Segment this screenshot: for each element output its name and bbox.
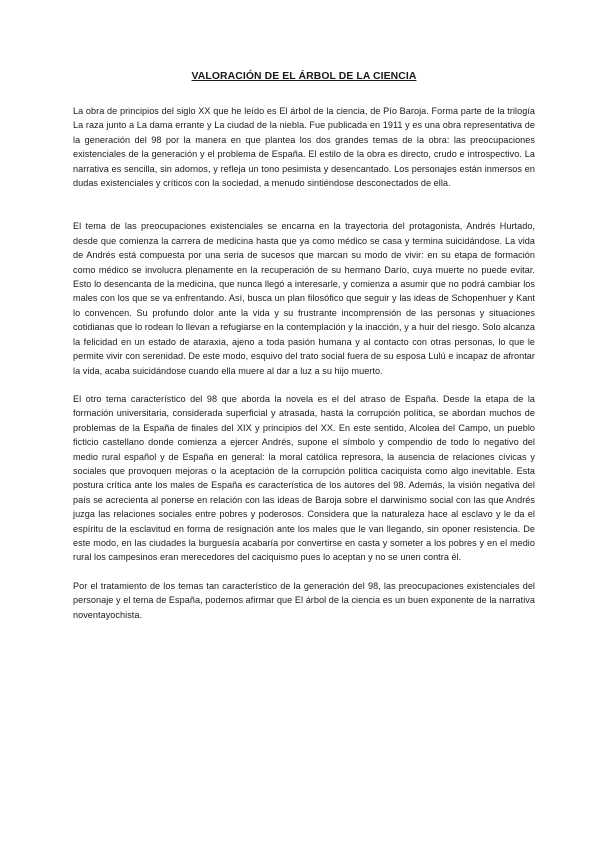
paragraph-introduction: La obra de principios del siglo XX que he leído es El árbol de la ciencia, de Pío Baroja. Forma parte de la trilogía La raza junto a La dama errante y La ciudad de la niebla. Fue publicada en 1911 y es una obra representativa de la generación del 98 por la manera en que plantea los dos grandes temas de la obra: las preocupaciones existenciales de la generación y el problema de España. El estilo de la obra es directo, crudo e introspectivo. La narrativa es sencilla, sin adornos, y refleja un tono pesimista y desencantado. Los personajes están inmersos en dudas existenciales y críticos con la sociedad, a menudo sintiéndose desconectados de ella. <box>73 106 535 189</box>
paragraph-existential-theme: El tema de las preocupaciones existenciales se encarna en la trayectoria del protagonista, Andrés Hurtado, desde que comienza la carrera de medicina hasta que ya como médico se casa y termina suicidándose. La vida de Andrés está compuesta por una seria de sucesos que marcan su modo de vivir: en su etapa de formación como médico se involucra plenamente en la recuperación de su hermano Darío, cuya muerte no puede evitar. Esto lo desencanta de la medicina, que nunca llegó a interesarle, y comienza a asumir que no podrá cambiar los males con los que se va enfrentando. Así, busca un plan filosófico que seguir y las ideas de Schopenhuer y Kant lo convencen. Su profundo dolor ante la vida y su frustrante incomprensión de las personas y situaciones cotidianas que lo rodean lo llevan a refugiarse en la contemplación y la inacción, y a huir del riesgo. Solo alcanza la felicidad en un estado de ataraxia, ajeno a toda pasión humana y al contacto con otras personas, lo que le permite vivir con serenidad. De este modo, esquivo del trato social fuera de su esposa Lulú e incapaz de afrontar la vida, acaba suicidándose cuando ella muere al dar a luz a su hijo muerto. <box>73 221 535 376</box>
paragraph-spain-theme: El otro tema característico del 98 que aborda la novela es el del atraso de España. Desde la etapa de la formación universitaria, considerada superficial y atrasada, hasta la corrupción política, se abordan muchos de problemas de la España de finales del XIX y principios del XX. En este sentido, Alcolea del Campo, un pueblo ficticio castellano donde comienza a ejercer Andrés, supone el símbolo y compendio de todo lo negativo del medio rural español y de España en general: la moral católica represora, la ausencia de relaciones cívicas y sociales que provoquen mejoras o la aceptación de la corrupción política caciquista como algo inevitable. Esta postura crítica ante los males de España es característica de los autores del 98. Además, la visión negativa del país se acrecienta al ponerse en relación con las ideas de Baroja sobre el darwinismo social con las que Andrés juzga las relaciones sociales entre pobres y poderosos. Considera que la naturaleza hace al esclavo y le da el espíritu de la esclavitud en forma de resignación ante los males que le van llegando, sin oponer resistencia. De este modo, en las ciudades la burguesía acabaría por convertirse en casta y someter a los pobres y en el medio rural los campesinos eran merecedores del caciquismo pues lo aceptan y no se unen contra él. <box>73 393 535 563</box>
paragraph-conclusion: Por el tratamiento de los temas tan característico de la generación del 98, las preocupaciones existenciales del personaje y el tema de España, podemos afirmar que El árbol de la ciencia es un buen exponente de la narrativa noventayochista. <box>73 580 535 620</box>
document-title: VALORACIÓN DE EL ÁRBOL DE LA CIENCIA <box>191 71 417 82</box>
document-page <box>73 70 535 622</box>
paragraph-spacer <box>73 565 535 579</box>
paragraph-spacer <box>73 378 535 392</box>
paragraph-spacer <box>73 190 535 219</box>
